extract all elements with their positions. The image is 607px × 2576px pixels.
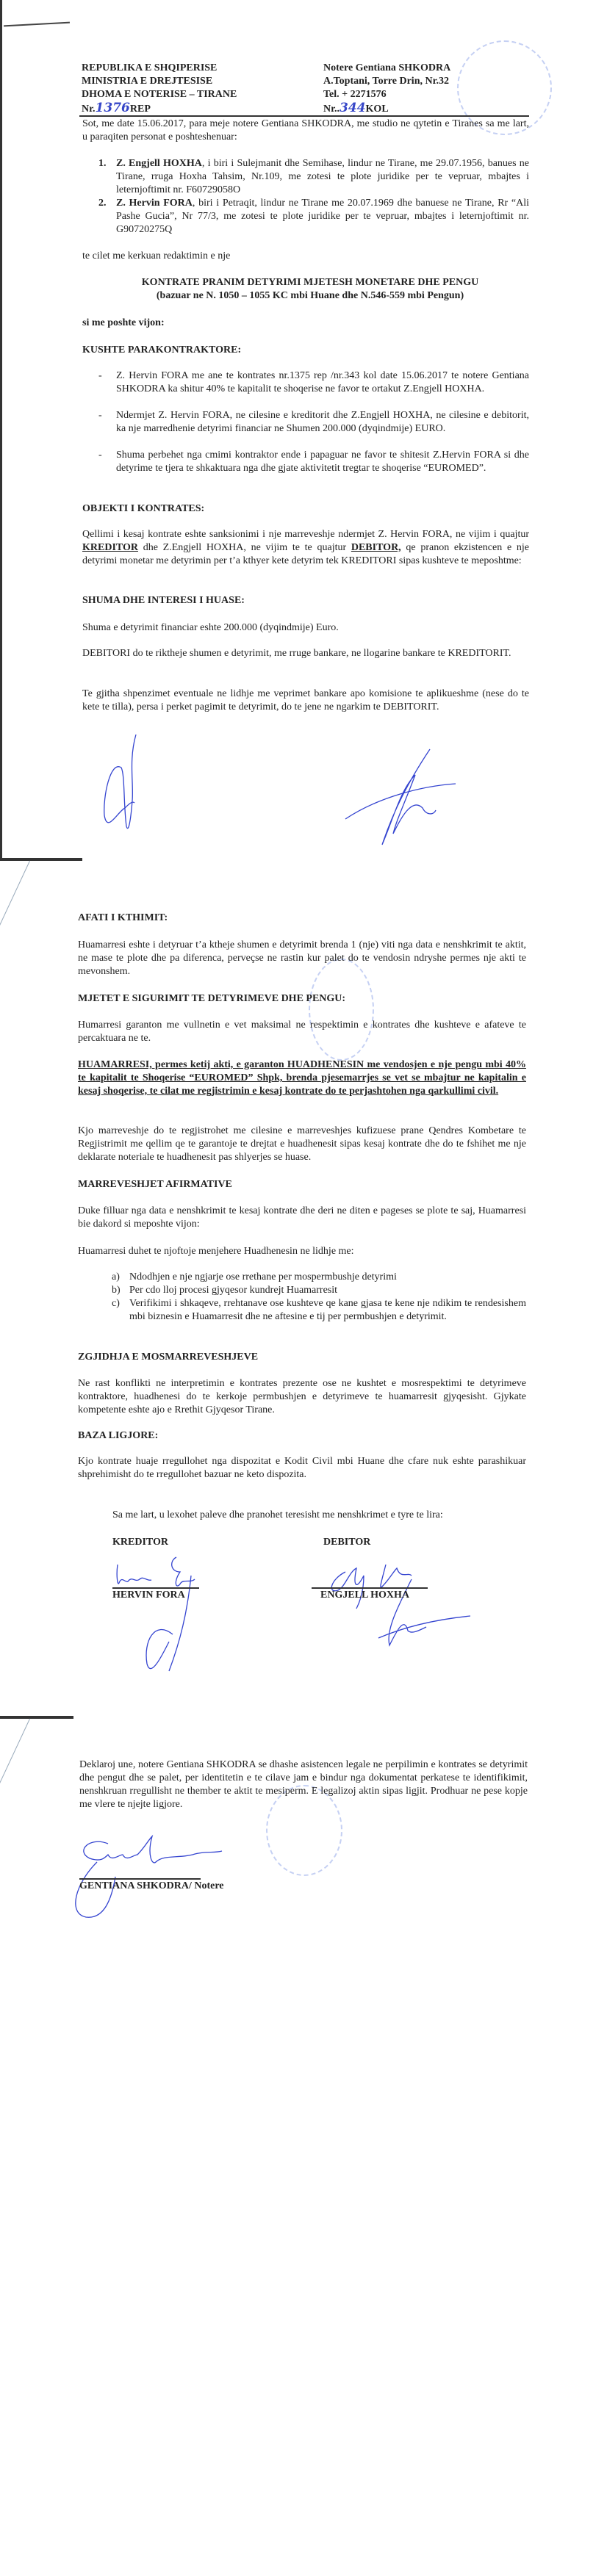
header-right: [323, 62, 450, 116]
kol-number-line: Nr..344KOL: [323, 101, 389, 115]
intro-paragraph: Sot, me date 15.06.2017, para meje notere Gentiana SHKODRA, me studio ne qytetin e Tiranes sa me lart, u paraqiten personat e poshteshenuar:: [82, 118, 529, 142]
notary-declaration: Deklaroj une, notere Gentiana SHKODRA se dhashe asistencen legale ne perpilimin e kontrates se detyrimit dhe pengut dhe se palet, per identitetin e te cilave jam e bindur nga dokumentat perkatese te identifikimit, nenshkruan rregullisht ne thember te aktit te mesiperm. E legalizoj aktin sipas ligjit. Prodhuar ne pese kopje me vlere te njejte ligjore.: [79, 1759, 528, 1810]
precondition-item: - Z. Hervin FORA me ane te kontrates nr.1375 rep /nr.343 kol date 15.06.2017 te notere Gentiana SHKODRA ka shitur 40% te kapitalit te shoqerise ne favor te ortakut Z.Engjell HOXHA.: [98, 370, 529, 394]
header-line: DHOMA E NOTERISE – TIRANE: [82, 89, 237, 100]
creditor-signature: [110, 1554, 220, 1678]
amount-paragraph: Te gjitha shpenzimet eventuale ne lidhje me veprimet bankare apo komisione te aplikueshme (nese do te kete te tilla), persa i perket pagimit te detyrimit, do te jene ne ngarkim te DEBITORIT.: [82, 688, 529, 712]
notary-signature: [60, 1833, 229, 1921]
signing-statement: Sa me lart, u lexohet paleve dhe pranohet teresisht me nenshkrimet e tyre te lira:: [112, 1509, 443, 1520]
creditor-label: KREDITOR: [112, 1537, 168, 1548]
debtor-name: ENGJELL HOXHA: [320, 1590, 409, 1601]
debtor-label: DEBITOR: [323, 1537, 371, 1548]
debitor-term: DEBITOR,: [351, 542, 401, 553]
object-heading: OBJEKTI I KONTRATES:: [82, 503, 205, 514]
header-divider: [79, 115, 529, 117]
handwritten-rep-number: 1376: [95, 101, 130, 115]
rep-number-line: Nr.1376REP: [82, 101, 151, 115]
party-item: 1. Z. Engjell HOXHA, i biri i Sulejmanit dhe Semihase, lindur ne Tirane, me 29.07.1956, banues ne Tirane, rruga Hoxha Tahsim, Nr.109, me zotesi te plote juridike per te vepruar, mbajtes i leternjoftimit nr. F60729058O: [98, 158, 529, 195]
header-line: REPUBLIKA E SHQIPERISE: [82, 62, 218, 73]
header-left: [82, 62, 237, 116]
affirmative-paragraph: Duke filluar nga data e nenshkrimit te kesaj kontrate dhe deri ne diten e pageses se plote te saj, Huamarresi bie dakord si meposhte vijon:: [78, 1205, 526, 1230]
page-fold-line: [0, 1719, 30, 1805]
precondition-item: - Shuma perbehet nga cmimi kontraktor ende i papaguar ne favor te shitesit Z.Hervin FORA si dhe detyrime te tjera te shkaktuara nga dhe gjate aktivitetit tregtar te shoqerise “EUROMED”.: [98, 450, 529, 474]
initials-signature-creditor: [88, 731, 147, 834]
kreditor-term: KREDITOR: [82, 542, 138, 553]
legal-heading: BAZA LIGJORE:: [78, 1430, 159, 1441]
pledge-paragraph: HUAMARRESI, permes ketij akti, e garanton HUADHENESIN me vendosjen e nje pengu mbi 40% te kapitalit te Shoqerise “EUROMED” Shpk, brenda pjesemarrjes se vet se mbajtur ne kapitalin e kesaj shoqerise, te cilat me regjistrimin e kesaj kontrate do te perjashtohen nga qarkullimi civil.: [78, 1059, 526, 1097]
disputes-heading: ZGJIDHJA E MOSMARREVESHJEVE: [78, 1352, 259, 1363]
request-text: te cilet me kerkuan redaktimin e nje: [82, 250, 231, 261]
amount-paragraph: Shuma e detyrimit financiar eshte 200.000 (dyqindmije) Euro.: [82, 622, 339, 633]
contract-title: KONTRATE PRANIM DETYRIMI MJETESH MONETARE DHE PENGU: [141, 277, 479, 288]
security-heading: MJETET E SIGURIMIT TE DETYRIMEVE DHE PENGU:: [78, 993, 346, 1004]
header-line: A.Toptani, Torre Drin, Nr.32: [323, 76, 450, 87]
header-line: Tel. + 2271576: [323, 89, 387, 100]
affirmative-heading: MARREVESHJET AFIRMATIVE: [78, 1179, 232, 1190]
notary-name: GENTIANA SHKODRA/ Notere: [79, 1880, 224, 1891]
affirmative-paragraph: Huamarresi duhet te njoftoje menjehere Huadhenesin ne lidhje me:: [78, 1246, 354, 1257]
party-item: 2. Z. Hervin FORA, biri i Petraqit, lindur ne Tirane me 20.07.1969 dhe banuese ne Tirane, Rr “Ali Pashe Gucia”, Nr 77/3, me zotesi te plote juridike per te vepruar, mbajtes i leternjoftimit nr. G90720275Q: [98, 198, 529, 235]
creditor-name: HERVIN FORA: [112, 1590, 185, 1601]
precondition-item: - Ndermjet Z. Hervin FORA, ne cilesine e kreditorit dhe Z.Engjell HOXHA, ne cilesine e debitorit, ka nje marredhenie detyrimi financiar ne Shumen 200.000 (dyqindmije) EURO.: [98, 410, 529, 434]
page-1-bottom-edge: [0, 858, 82, 861]
contract-subtitle: (bazuar ne N. 1050 – 1055 KC mbi Huane dhe N.546-559 mbi Pengun): [156, 290, 464, 301]
debtor-signature: [323, 1550, 470, 1660]
registration-paragraph: Kjo marreveshje do te regjistrohet me cilesine e marreveshjes kufizuese prane Qendres Kombetare te Regjistrimit me qellim qe te garantoje te drejtat e huadhenesit sipas kesaj kontrate dhe do te fshihet me nje deklarate noteriale te huadhenesit pas shlyerjes se huase.: [78, 1125, 526, 1163]
header-line: MINISTRIA E DREJTESISE: [82, 76, 213, 87]
initials-signature-debtor: [342, 746, 459, 848]
object-paragraph: Qellimi i kesaj kontrate eshte sanksionimi i nje marreveshje ndermjet Z. Hervin FORA, ne vijim i quajtur KREDITOR dhe Z.Engjell HOXHA, ne vijim te te quajtur DEBITOR, qe pranon ekzistencen e nje detyrimi monetar me detyrimin per t’a kthyer kete detyrim tek KREDITORI sipas kushteve te meposhtme:: [82, 529, 529, 566]
security-paragraph: Humarresi garanton me vullnetin e vet maksimal ne respektimin e kontrates dhe kushteve e afateve te percaktuara ne te.: [78, 1020, 526, 1044]
page-2-bottom-edge: [0, 1716, 73, 1719]
page-1-left-edge: [0, 0, 2, 859]
amount-paragraph: DEBITORI do te riktheje shumen e detyrimit, me rruge bankare, ne llogarine bankare te KREDITORIT.: [82, 648, 511, 659]
header-line: Notere Gentiana SHKODRA: [323, 62, 451, 73]
page-1-top-mark: [4, 22, 70, 27]
page-fold-line: [0, 861, 30, 967]
disputes-paragraph: Ne rast konflikti ne interpretimin e kontrates prezente ose ne kushtet e mosrespektimi te detyrimeve kontraktore, huadhenesi do te kerkoje permbushjen e detyrimeve te huamarresit gjyqesisht. Gjykate kompetente eshte ajo e Rrethit Gjyqesor Tirane.: [78, 1378, 526, 1415]
preconditions-heading: KUSHTE PARAKONTRAKTORE:: [82, 344, 242, 356]
handwritten-kol-number: 344: [340, 101, 366, 115]
notification-item: b) Per cdo lloj procesi gjyqesor kundrejt Huamarresit: [112, 1285, 338, 1296]
amount-heading: SHUMA DHE INTERESI I HUASE:: [82, 595, 245, 606]
term-paragraph: Huamarresi eshte i detyruar t’a ktheje shumen e detyrimit brenda 1 (nje) viti nga data e nenshkrimit te aktit, ne mase te plote dhe pa diferenca, perveçse ne rastin kur palet do te vendosin ndryshe permes nje akti te mevonshem.: [78, 939, 526, 977]
legal-paragraph: Kjo kontrate huaje rregullohet nga dispozitat e Kodit Civil mbi Huane dhe cfare nuk eshte parashikuar shprehimisht do te rregullohet bazuar ne keto dispozita.: [78, 1456, 526, 1480]
notification-item: a) Ndodhjen e nje ngjarje ose rrethane per mospermbushje detyrimi: [112, 1271, 397, 1282]
notification-item: c) Verifikimi i shkaqeve, rrehtanave ose kushteve qe kane gjasa te kene nje ndikim te rendesishem mbi biznesin e Huamarresit dhe ne aftesine e tij per permbushjen e detyrimit.: [112, 1298, 526, 1322]
term-heading: AFATI I KTHIMIT:: [78, 912, 168, 923]
as-follows: si me poshte vijon:: [82, 317, 165, 328]
